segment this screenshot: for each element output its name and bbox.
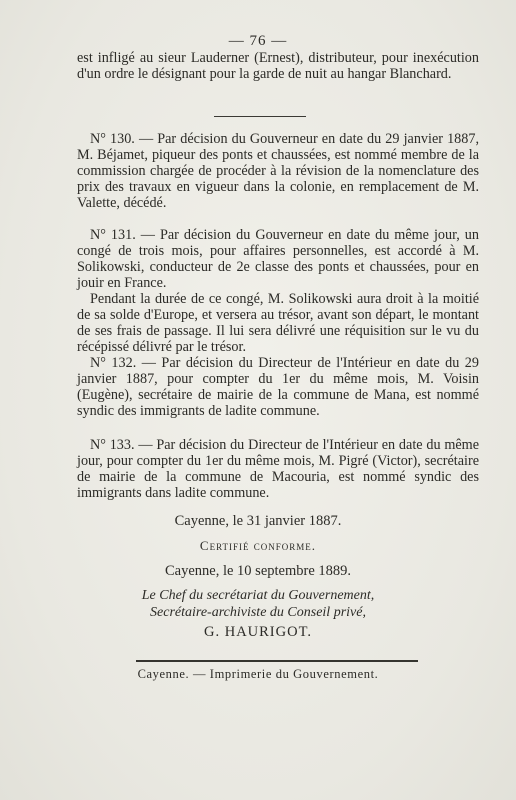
date-line-2: Cayenne, le 10 septembre 1889. [164,563,352,579]
certified-line: Certifié conforme. [199,538,317,553]
entry-132-text: N° 132. — Par décision du Directeur de l'Intérieur en date du 29 janvier 1887, pour compter du 1er du même mois, M. Voisin (Eugène), secrétaire de mairie de la commune de Mana, est nommé syndic des immigrants de ladite commune. [77,355,479,419]
entry-130 [77,131,479,211]
page-number: — 76 — [228,33,288,49]
date-line: Cayenne, le 31 janvier 1887. [174,513,342,529]
intro-paragraph [77,50,479,82]
entry-131 [77,227,479,355]
section-divider [214,116,306,117]
signature-name: G. HAURIGOT. [204,624,312,640]
footer-divider [136,660,418,662]
entry-131-text: N° 131. — Par décision du Gouverneur en date du même jour, un congé de trois mois, pour affaires personnelles, est accordé à M. Solikowski, conducteur de 2e classe des ponts et chaussées, pour en jouir en France. [77,227,479,291]
signature-title-1: Le Chef du secrétariat du Gouvernement, [141,588,375,603]
entry-130-text: N° 130. — Par décision du Gouverneur en date du 29 janvier 1887, M. Béjamet, piqueur des ponts et chaussées, est nommé membre de la commission chargée de procéder à la révision de la nomenclature des prix des travaux en vigueur dans la colonie, en remplacement de M. Valette, décédé. [77,131,479,211]
entry-131-continuation: Pendant la durée de ce congé, M. Solikowski aura droit à la moitié de sa solde d'Europe, et versera au trésor, avant son départ, le montant de ses frais de passage. Il lui sera délivré une réquisition sur le vu du récépissé délivré par le trésor. [77,291,479,355]
entry-132 [77,355,479,419]
printer-footer: Cayenne. — Imprimerie du Gouvernement. [137,667,379,681]
signature-title-2: Secrétaire-archiviste du Conseil privé, [150,605,366,620]
entry-133 [77,437,479,501]
intro-text: est infligé au sieur Lauderner (Ernest), distributeur, pour inexécution d'un ordre le désignant pour la garde de nuit au hangar Blanchard. [77,50,479,82]
entry-133-text: N° 133. — Par décision du Directeur de l'Intérieur en date du même jour, pour compter du 1er du même mois, M. Pigré (Victor), secrétaire de mairie de la commune de Macouria, est nommé syndic des immigrants dans ladite commune. [77,437,479,501]
